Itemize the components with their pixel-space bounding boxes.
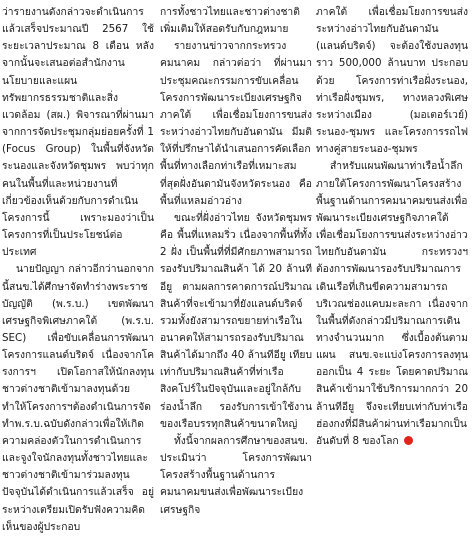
paragraph: รายงานข่าวจากกระทรวงคมนาคม กล่าวต่อว่า ที่ผ่านมาประชุมคณะกรรมการขับเคลื่อนโครงการพัฒนาระเบียงเศรษฐกิจภาคใต้ เพื่อเชื่อมโยงการขนส่งระหว่างอ่าวไทยกับอันดามัน มีมติให้ที่ปรึกษาได้นำเสนอการคัดเลือกพื้นที่ทางเลือกท่าเรือที่เหมาะสมที่สุดฝั่งอันดามันจังหวัดระนอง คือ พื้นที่แหลมอ่าวอ่าง bbox=[160, 40, 312, 207]
paragraph: การทั้งชาวไทยและชาวต่างชาติเพิ่มเติมให้สอดรับกับกฎหมาย bbox=[160, 6, 300, 36]
paragraph: สำหรับแผนพัฒนาท่าเรือน้ำลึกภายใต้โครงการพัฒนาโครงสร้างพื้นฐานด้านการคมนาคมขนส่งเพื่อพัฒนาระเบียงเศรษฐกิจภาคใต้ เพื่อเชื่อมโยงการขนส่งระหว่างอ่าวไทยกับอันดามัน กระทรวงฯ ต้องการพัฒนารองรับปริมาณการเดินเรือที่เกินขีดความสามารถบริเวณช่องแคบมะละกา เนื่องจากในพื้นที่ดังกล่าวมีปริมาณการเดินทางจำนวนมาก ซึ่งเบื้องต้นตามแผน สนข.จะแบ่งโครงการลงทุนออกเป็น 4 ระยะ โดยคาดปริมาณสินค้าเข้ามาใช้บริการมากกว่า 20 ล้านทีอียู จึงจะเทียบเท่ากับท่าเรือฮ่องกงที่มีสินค้าผ่านท่าเรือมากเป็นอันดับที่ 8 ของโลก bbox=[316, 160, 468, 447]
article-column-1 bbox=[2, 4, 154, 536]
paragraph: ทั้งนี้จากผลการศึกษาของสนข. ประเมินว่า โครงการพัฒนาโครงสร้างพื้นฐานด้านการคมนาคมขนส่งเพื่อพัฒนาระเบียงเศรษฐกิจ bbox=[160, 434, 312, 516]
paragraph: นายปัญญา กล่าวอีกว่านอกจากนี้สนข.ได้ศึกษาจัดทำร่างพระราชบัญญัติ (พ.ร.บ.) เขตพัฒนาเศรษฐกิจพิเศษภาคใต้ (พ.ร.บ. SEC) เพื่อขับเคลื่อนการพัฒนาโครงการแลนด์บริดจ์ เนื่องจากโครงการฯ เปิดโอกาสให้นักลงทุนชาวต่างชาติเข้ามาลงทุนด้วย ทำให้โครงการฯต้องดำเนินการจัดทำพ.ร.บ.ฉบับดังกล่าวเพื่อให้เกิดความคล่องตัวในการดำเนินการและจูงใจนักลงทุนทั้งชาวไทยและชาวต่างชาติเข้ามาร่วมลงทุน ปัจจุบันได้ดำเนินการแล้วเสร็จ อยู่ระหว่างเตรียมเปิดรับฟังความคิดเห็นของผู้ประกอบ bbox=[2, 263, 154, 533]
article-column-3 bbox=[316, 4, 468, 450]
paragraph-with-end-mark bbox=[316, 158, 468, 450]
end-of-article-dot-icon bbox=[404, 436, 413, 445]
paragraph: ขณะที่ฝั่งอ่าวไทย จังหวัดชุมพร คือ พื้นที่แหลมริ่ว เนื่องจากพื้นที่ทั้ง 2 ฝั่ง เป็นพื้นที่ที่มีศักยภาพสามารถรองรับปริมาณสินค้า ได้ 20 ล้านทีอียู ตามผลการคาดการณ์ปริมาณสินค้าที่จะเข้ามาที่ยังแลนด์บริดจ์ รวมทั้งยังสามารถขยายท่าเรือในอนาคตให้สามารถรองรับปริมาณสินค้าได้มากถึง 40 ล้านทีอียู เทียบเท่ากับปริมาณสินค้าที่ท่าเรือสิงคโปร์ในปัจจุบันและอยู่ใกล้กับร่องน้ำลึก รองรับการเข้าใช้งานของเรือบรรทุกสินค้าขนาดใหญ่ bbox=[160, 211, 312, 430]
paragraph: ว่ารายงานดังกล่าวจะดำเนินการแล้วเสร็จประมาณปี 2567 ใช้ระยะเวลาประมาณ 8 เดือน หลังจากนั้นจะเสนอต่อสำนักงานนโยบายและแผนทรัพยากรธรรมชาติและสิ่งแวดล้อม (สผ.) พิจารณาที่ผ่านมาจากการจัดประชุมกลุ่มย่อยครั้งที่ 1 (Focus Group) ในพื้นที่จังหวัดระนองและจังหวัดชุมพร พบว่าทุกคนในพื้นที่และหน่วยงานที่เกี่ยวข้องเห็นด้วยกับการดำเนินโครงการนี้ เพราะมองว่าเป็นโครงการที่เป็นประโยชน์ต่อประเทศ bbox=[2, 6, 154, 259]
article-column-2 bbox=[160, 4, 312, 519]
paragraph: ภาคใต้ เพื่อเชื่อมโยงการขนส่งระหว่างอ่าวไทยกับอันดามัน (แลนด์บริดจ์) จะต้องใช้งบลงทุนราว 500,000 ล้านบาท ประกอบด้วย โครงการท่าเรือฝั่งระนอง, ท่าเรือฝั่งชุมพร, ทางหลวงพิเศษระหว่างเมือง (มอเตอร์เวย์) ระนอง-ชุมพร และโครงการรถไฟทางคู่สายระนอง-ชุมพร bbox=[316, 6, 468, 156]
